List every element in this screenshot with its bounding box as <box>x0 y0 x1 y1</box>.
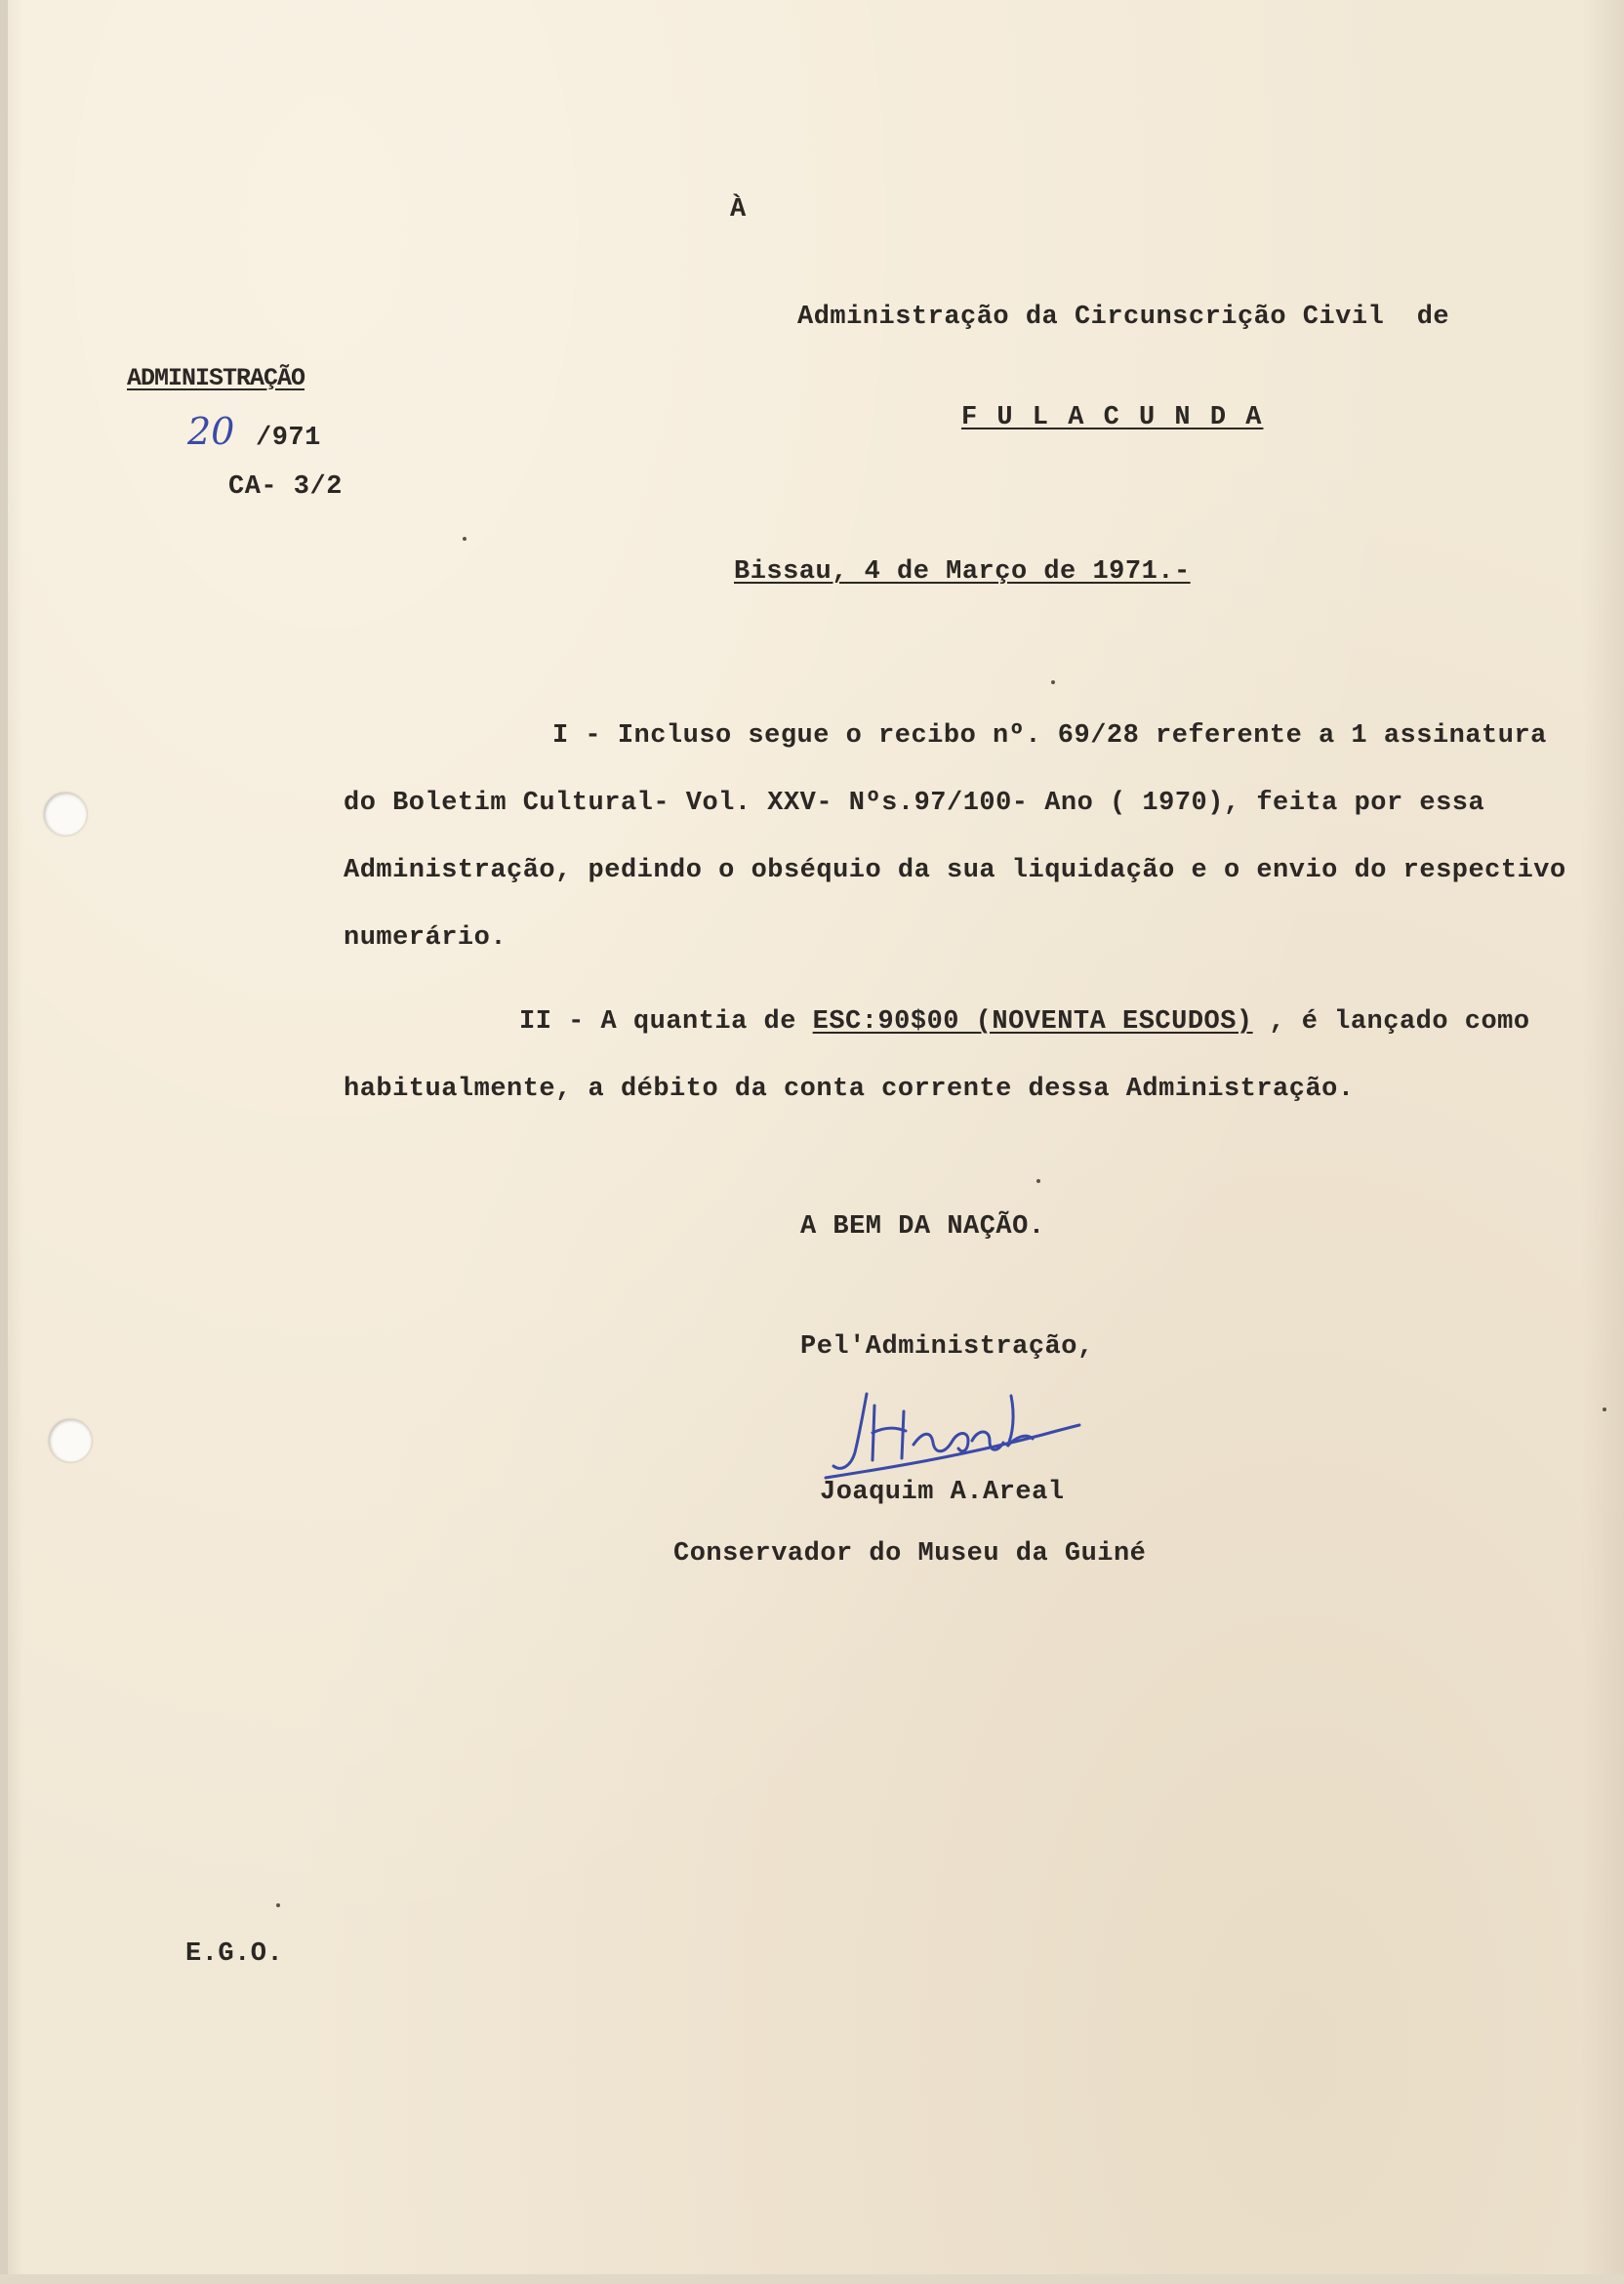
paper-bottom-edge <box>0 2274 1624 2284</box>
signer-title: Conservador do Museu da Guiné <box>673 1539 1147 1569</box>
ink-speck <box>463 537 467 541</box>
ink-speck <box>276 1903 280 1907</box>
reference-year: /971 <box>256 424 321 453</box>
paragraph-1-text: Incluso segue o recibo nº. 69/28 referente a 1 assinatura do Boletim Cultural- Vol. XXV- Nºs.97/100- Ano ( 1970), feita por essa Administração, pedindo o obséquio da sua liquidação e o envio do respectivo numerário. <box>344 721 1566 953</box>
punch-hole-top <box>44 793 87 836</box>
paper-left-edge <box>0 0 8 2284</box>
date-line: Bissau, 4 de Março de 1971.- <box>734 557 1191 587</box>
paragraph-2-label: II - <box>519 1007 585 1037</box>
reference-department: ADMINISTRAÇÃO <box>127 364 305 392</box>
reference-number-handwritten: 20 <box>187 410 235 453</box>
paragraph-2 <box>344 989 1593 1123</box>
salutation: À <box>730 195 747 224</box>
ink-speck <box>1051 680 1055 684</box>
signer-name: Joaquim A.Areal <box>820 1478 1065 1507</box>
paragraph-2-amount: ESC:90$00 (NOVENTA ESCUDOS) <box>812 1007 1253 1037</box>
paragraph-2-pre: A quantia de <box>584 1007 813 1037</box>
paragraph-1 <box>344 703 1593 972</box>
paragraph-1-label: I - <box>552 721 602 751</box>
ink-speck <box>1603 1407 1606 1411</box>
closing-salutation: A BEM DA NAÇÃO. <box>800 1212 1045 1242</box>
punch-hole-bottom <box>49 1419 92 1462</box>
sign-off: Pel'Administração, <box>800 1332 1094 1362</box>
reference-code: CA- 3/2 <box>228 472 343 502</box>
paragraph-2-post: , é lançado como habitualmente, a débito da conta corrente dessa Administração. <box>344 1007 1530 1104</box>
recipient-line-1: Administração da Circunscrição Civil de <box>797 303 1450 332</box>
ink-speck <box>1036 1179 1040 1183</box>
typist-initials: E.G.O. <box>185 1939 284 1969</box>
recipient-line-2: F U L A C U N D A <box>961 403 1264 432</box>
